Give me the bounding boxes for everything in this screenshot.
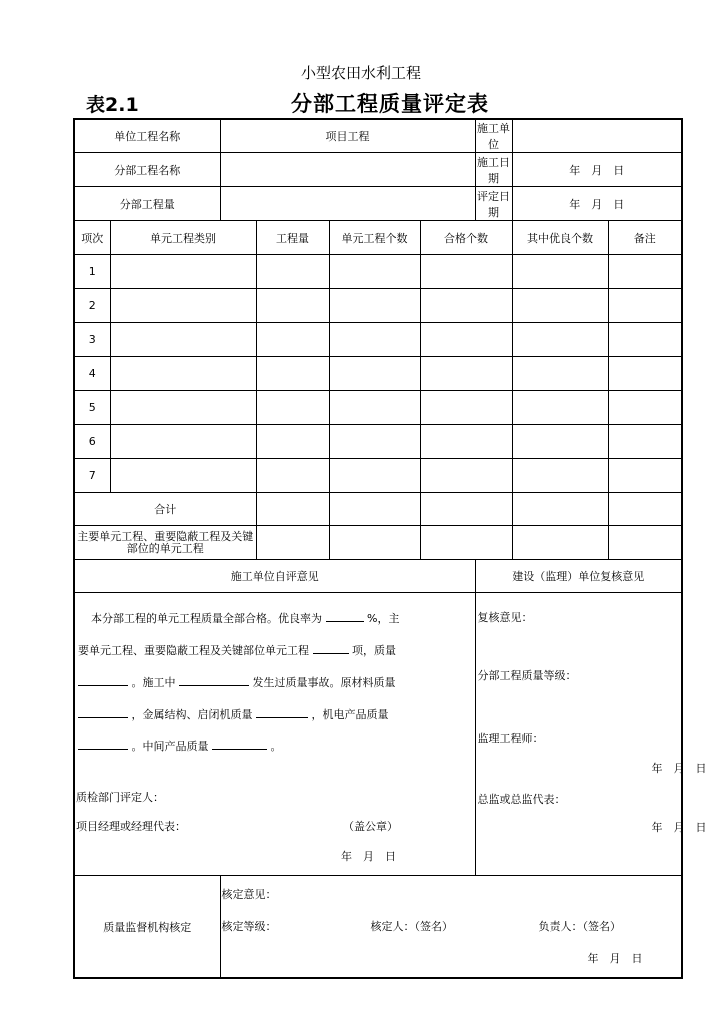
row-number: 4 <box>74 357 110 391</box>
major-qualified[interactable] <box>420 526 512 560</box>
cell-category[interactable] <box>110 357 256 391</box>
cell-unit-count[interactable] <box>329 425 420 459</box>
major-remarks[interactable] <box>608 526 682 560</box>
cell-quantity[interactable] <box>256 425 329 459</box>
total-unit-count[interactable] <box>329 493 420 526</box>
self-eval-section <box>74 593 475 876</box>
total-qualified[interactable] <box>420 493 512 526</box>
responsible-signature-label: 负责人：（签名） <box>538 920 621 933</box>
cell-category[interactable] <box>110 255 256 289</box>
col-header-excellent: 其中优良个数 <box>512 221 608 255</box>
self-eval-text: %，主 <box>367 612 400 625</box>
self-eval-text: 要单元工程、重要隐蔽工程及关键部位单元工程 <box>78 644 309 657</box>
cell-remarks[interactable] <box>608 323 682 357</box>
row-number: 1 <box>74 255 110 289</box>
col-header-category: 单元工程类别 <box>110 221 256 255</box>
cell-qualified[interactable] <box>420 289 512 323</box>
division-quality-grade-label: 分部工程质量等级： <box>477 669 577 682</box>
manager-label: 项目经理或经理代表： <box>76 820 186 833</box>
intermediate-product-quality-field[interactable] <box>212 737 267 750</box>
cell-excellent[interactable] <box>512 255 608 289</box>
cell-remarks[interactable] <box>608 255 682 289</box>
cell-qualified[interactable] <box>420 425 512 459</box>
cell-qualified[interactable] <box>420 255 512 289</box>
cell-quantity[interactable] <box>256 255 329 289</box>
cell-excellent[interactable] <box>512 289 608 323</box>
cell-qualified[interactable] <box>420 357 512 391</box>
quality-evaluation-form <box>73 118 707 979</box>
supervising-engineer-label: 监理工程师： <box>477 732 544 745</box>
cell-quantity[interactable] <box>256 357 329 391</box>
construction-unit-value[interactable] <box>512 119 682 153</box>
verification-label: 质量监督机构核定 <box>74 876 220 979</box>
division-project-value[interactable] <box>220 153 475 187</box>
self-eval-text: ，金属结构、启闭机质量 <box>131 708 253 721</box>
cell-unit-count[interactable] <box>329 255 420 289</box>
cell-remarks[interactable] <box>608 357 682 391</box>
col-header-qualified: 合格个数 <box>420 221 512 255</box>
major-units-label: 主要单元工程、重要隐蔽工程及关键部位的单元工程 <box>74 526 256 560</box>
cell-remarks[interactable] <box>608 289 682 323</box>
row-number: 3 <box>74 323 110 357</box>
verification-date: 年 月 日 <box>587 952 643 965</box>
raw-material-quality-field[interactable] <box>78 705 128 718</box>
self-eval-text: 项，质量 <box>352 644 396 657</box>
form-title: 分部工程质量评定表 <box>291 92 489 116</box>
table-row <box>74 323 682 357</box>
major-unit-count[interactable] <box>329 526 420 560</box>
cell-remarks[interactable] <box>608 391 682 425</box>
self-eval-text: 发生过质量事故。原材料质量 <box>252 676 396 689</box>
table-row <box>74 255 682 289</box>
row-number: 6 <box>74 425 110 459</box>
cell-quantity[interactable] <box>256 323 329 357</box>
cell-excellent[interactable] <box>512 391 608 425</box>
metal-structure-quality-field[interactable] <box>256 705 308 718</box>
cell-category[interactable] <box>110 391 256 425</box>
cell-quantity[interactable] <box>256 289 329 323</box>
excellent-rate-field[interactable] <box>326 609 364 622</box>
total-excellent[interactable] <box>512 493 608 526</box>
row-number: 7 <box>74 459 110 493</box>
verification-section <box>220 876 682 979</box>
division-project-label: 分部工程名称 <box>74 153 220 187</box>
division-quantity-value[interactable] <box>220 187 475 221</box>
cell-category[interactable] <box>110 289 256 323</box>
verification-opinion-label: 核定意见： <box>221 888 277 901</box>
cell-category[interactable] <box>110 459 256 493</box>
cell-unit-count[interactable] <box>329 289 420 323</box>
total-row <box>74 493 682 526</box>
cell-qualified[interactable] <box>420 323 512 357</box>
self-eval-text: 。施工中 <box>131 676 176 689</box>
project-name: 小型农田水利工程 <box>300 64 421 82</box>
row-number: 5 <box>74 391 110 425</box>
cell-excellent[interactable] <box>512 357 608 391</box>
total-label: 合计 <box>74 493 256 526</box>
cell-unit-count[interactable] <box>329 323 420 357</box>
cell-remarks[interactable] <box>608 459 682 493</box>
self-eval-text: 本分部工程的单元工程质量全部合格。优良率为 <box>91 612 322 625</box>
construction-date-value[interactable]: 年 月 日 <box>512 153 682 187</box>
cell-unit-count[interactable] <box>329 459 420 493</box>
division-quantity-label: 分部工程量 <box>74 187 220 221</box>
chief-supervisor-label: 总监或总监代表： <box>477 793 566 806</box>
self-eval-header: 施工单位自评意见 <box>74 560 475 593</box>
electromechanical-quality-field[interactable] <box>78 737 128 750</box>
major-units-count-field[interactable] <box>313 641 349 654</box>
review-header: 建设（监理）单位复核意见 <box>475 560 682 593</box>
official-seal-label: （盖公章） <box>343 820 398 833</box>
col-header-quantity: 工程量 <box>256 221 329 255</box>
cell-excellent[interactable] <box>512 425 608 459</box>
verification-grade-label: 核定等级： <box>221 920 277 933</box>
major-quantity[interactable] <box>256 526 329 560</box>
inspector-label: 质检部门评定人： <box>76 791 164 804</box>
table-row <box>74 391 682 425</box>
total-quantity[interactable] <box>256 493 329 526</box>
self-eval-text: 。中间产品质量 <box>131 740 209 753</box>
col-header-unit-count: 单元工程个数 <box>329 221 420 255</box>
review-opinion-label: 复核意见： <box>477 611 533 624</box>
major-units-row <box>74 526 682 560</box>
cell-excellent[interactable] <box>512 459 608 493</box>
cell-category[interactable] <box>110 425 256 459</box>
construction-date-label: 施工日期 <box>475 153 512 187</box>
row-number: 2 <box>74 289 110 323</box>
table-row <box>74 357 682 391</box>
self-eval-text: 。 <box>270 740 282 753</box>
review-section <box>475 593 707 876</box>
self-eval-date: 年 月 日 <box>341 850 396 863</box>
cell-quantity[interactable] <box>256 391 329 425</box>
cell-excellent[interactable] <box>512 323 608 357</box>
accident-field[interactable] <box>179 673 249 686</box>
review-date-2: 年 月 日 <box>651 821 707 834</box>
table-row <box>74 459 682 493</box>
unit-project-label: 单位工程名称 <box>74 119 220 153</box>
table-row <box>74 425 682 459</box>
construction-unit-label: 施工单位 <box>475 119 512 153</box>
cell-unit-count[interactable] <box>329 357 420 391</box>
evaluation-date-label: 评定日期 <box>475 187 512 221</box>
cell-qualified[interactable] <box>420 391 512 425</box>
cell-unit-count[interactable] <box>329 391 420 425</box>
major-units-quality-field[interactable] <box>78 673 128 686</box>
col-header-item: 项次 <box>74 221 110 255</box>
table-row <box>74 289 682 323</box>
self-eval-text: ，机电产品质量 <box>311 708 389 721</box>
table-number: 表2.1 <box>86 94 139 116</box>
cell-remarks[interactable] <box>608 425 682 459</box>
review-date-1: 年 月 日 <box>651 762 707 775</box>
evaluation-date-value[interactable]: 年 月 日 <box>512 187 682 221</box>
major-excellent[interactable] <box>512 526 608 560</box>
unit-project-value[interactable]: 项目工程 <box>220 119 475 153</box>
col-header-remarks: 备注 <box>608 221 682 255</box>
cell-category[interactable] <box>110 323 256 357</box>
cell-quantity[interactable] <box>256 459 329 493</box>
total-remarks[interactable] <box>608 493 682 526</box>
cell-qualified[interactable] <box>420 459 512 493</box>
verifier-signature-label: 核定人：（签名） <box>370 920 453 933</box>
